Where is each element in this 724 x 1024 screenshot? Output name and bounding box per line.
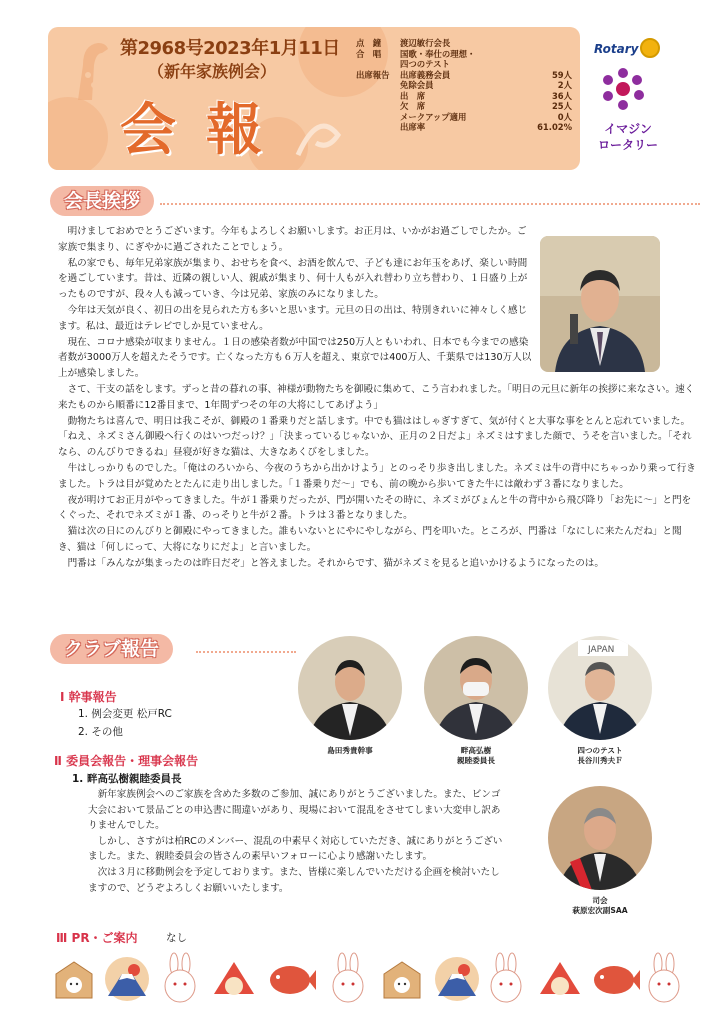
paragraph: 門番は「みんなが集まったのは昨日だぞ」と答えました。それからです、猫がネズミを見ると追いかけるようになったのは。 [67,557,604,569]
meta-row: 点 鐘 渡辺敏行会長 [356,38,451,48]
paragraph: 猫は次の日にのんびりと御殿にやってきました。誰もいないとにやにやしながら、門を叩いた。ところが、門番は「なにしに来たんだね」と聞き、猫は「何しにって、大将になりにだよ」と言いました。 [58,526,682,553]
ema-plaque-icon [380,958,424,1002]
rotary-logo-text: Rotary [594,42,639,56]
paragraph: 動物たちは喜んで、明日は我こそが、御殿の１番乗りだと話します。中でも猫ははしゃぎすぎて、気が付くと大事な事をとんと忘れていました。「ねえ、ネズミさん御殿へ行くのはいつだっけ？」「決まっているじゃないか、正月の２日だよ」ネズミはすました顔で、うそを言いました。「それなら、のんびりできるね」昼寝が好きな猫は、大きなあくびをしました。 [58,415,692,459]
meeting-info [356,38,572,133]
paragraph: さて、干支の話をします。ずっと昔の暮れの事、神様が動物たちを御殿に集めて、こう言われました。「明日の元旦に新年の挨拶に来なさい。速く来たものから順番に12番目まで、1年間ずつその年の大将にしてあげよう」 [58,383,695,411]
meta-row: 欠 席 25人 [400,101,572,111]
portrait-fellowship-chair [424,636,528,740]
mount-fuji-icon [434,956,480,1002]
rotary-wheel-icon [640,38,660,58]
meta-row: 四つのテスト [400,59,450,69]
portrait-mc [548,786,652,890]
meta-row: メークアップ適用 0人 [400,111,572,122]
pr-guide-title: Ⅲ PR・ご案内 [56,931,138,945]
caption-fellowship-chair: 畔高弘樹 親睦委員長 [457,746,495,765]
sea-bream-icon [266,952,316,1004]
meta-row: 出席率 61.02% [400,122,572,132]
president-message-heading: 会長挨拶 [50,186,154,216]
caption-four-way-test: 四つのテスト 長谷川秀夫Ｆ [577,746,623,765]
list-item: 1. 例会変更 松戸RC [78,708,172,720]
rabbit-icon [328,952,368,1004]
paragraph: しかし、さすがは柏RCのメンバー、混乱の中素早く対応していただき、誠にありがとうございました。また、親睦委員会の皆さんの素早いフォローに心より感謝いたします。 [88,835,503,863]
mount-fuji-icon [104,956,150,1002]
rabbit-icon [160,952,200,1004]
committee-item-title: 1. 畔高弘樹親睦委員長 [72,773,182,785]
rabbit-icon [486,952,526,1004]
sea-bream-icon [590,952,640,1004]
meta-row: 出 席 36人 [400,90,572,101]
pr-guide-value: なし [166,932,187,944]
issue-number-date: 第2968号2023年1月11日 [120,38,340,59]
committee-report-body [88,787,508,896]
imagine-rotary-label [596,121,660,153]
paragraph: 夜が明けてお正月がやってきました。牛が１番乗りだったが、門が開いたその時に、ネズミがぴょんと牛の背中から飛び降り「お先に～」と門をくぐった、それでネズミが１番、のっそりと牛が２番。トラは３番となりました。 [58,494,692,522]
portrait-four-way-test [548,636,652,740]
ema-plaque-icon [52,958,96,1002]
heading-rule [160,203,700,205]
issue-subtitle: （新年家族例会） [148,62,277,81]
list-item: 2. その他 [78,726,123,738]
secretary-report-title: Ⅰ 幹事報告 [60,690,117,704]
imagine-rotary-flower-icon [600,66,646,112]
meta-row: 免除会員 2人 [400,80,572,90]
decor-circle [48,97,108,170]
paragraph: 現在、コロナ感染が収まりません。１日の感染者数が中国では250万人ともいわれ、日本でも今までの感染者数が3000万人を超えたそうです。亡くなった方も６万人を超え、東京では400万人、千葉県では130万人以上が感染しました。 [58,336,532,380]
imagine-line-1: イマジン [604,122,652,136]
heading-rule [196,651,296,653]
club-report-heading: クラブ報告 [50,634,173,664]
caption-mc: 司会 萩原宏次副SAA [572,896,628,915]
new-year-charms-row [52,944,692,1014]
daruma-fan-icon [536,954,584,1002]
paragraph: 明けましておめでとうございます。今年もよろしくお願いします。お正月は、いかがお過ごしでしたか。ご家族で集まり、にぎやかに過ごされたことでしょう。 [58,226,527,253]
newsletter-title: 会報 [120,98,292,163]
swirl-decoration-icon [288,105,348,165]
rabbit-icon [644,952,684,1004]
caption-secretary: 島田秀貴幹事 [327,746,373,755]
committee-report-title: Ⅱ 委員会報告・理事会報告 [54,754,199,768]
paragraph: 新年家族例会へのご家族を含めた多数のご参加、誠にありがとうございました。また、ビンゴ大会において景品ごとの申込書に間違いがあり、現場において混乱をさせてしまい大変申し訳ありませんでした。 [88,789,501,832]
paragraph: 牛はしっかりものでした。「俺はのろいから、今夜のうちから出かけよう」とのっそり歩き出しました。ネズミは牛の背中にちゃっかり乗って行きました。トラは目が覚めたとたんに走り出しました。「１番乗りだ～」でも、前の晩から歩いてきた牛には敵わず３番になりました。 [58,462,696,490]
paragraph: 次は３月に移動例会を予定しております。また、皆様に楽しんでいただける企画を検討いたしますので、どうぞよろしくお願いいたします。 [88,866,500,894]
daruma-fan-icon [210,954,258,1002]
imagine-line-2: ロータリー [597,138,658,152]
portrait-secretary [298,636,402,740]
meta-row: 合 唱 国歌・奉仕の理想・ [356,48,476,59]
president-message-body [58,224,698,572]
paragraph: 私の家でも、毎年兄弟家族が集まり、おせちを食べ、お酒を飲んで、子ども達にお年玉をあげ、楽しい時間を過ごしています。昔は、近隣の親しい人、親戚が集まり、何十人もが入れ替わり立ち替わり、１日盛り上がったものですが、段々人も減っていき、今は兄弟、家族のみになりました。 [58,257,528,301]
paragraph: 今年は天気が良く、初日の出を見られた方も多いと思います。元旦の日の出は、特別きれいに神々しく感じます。私は、最近はテレビでしか見ていません。 [58,304,528,332]
photo-sign-text: JAPAN [588,645,615,655]
giraffe-decoration-icon [58,35,128,105]
meta-row: 出席報告 出席義務会員 59人 [356,69,572,80]
